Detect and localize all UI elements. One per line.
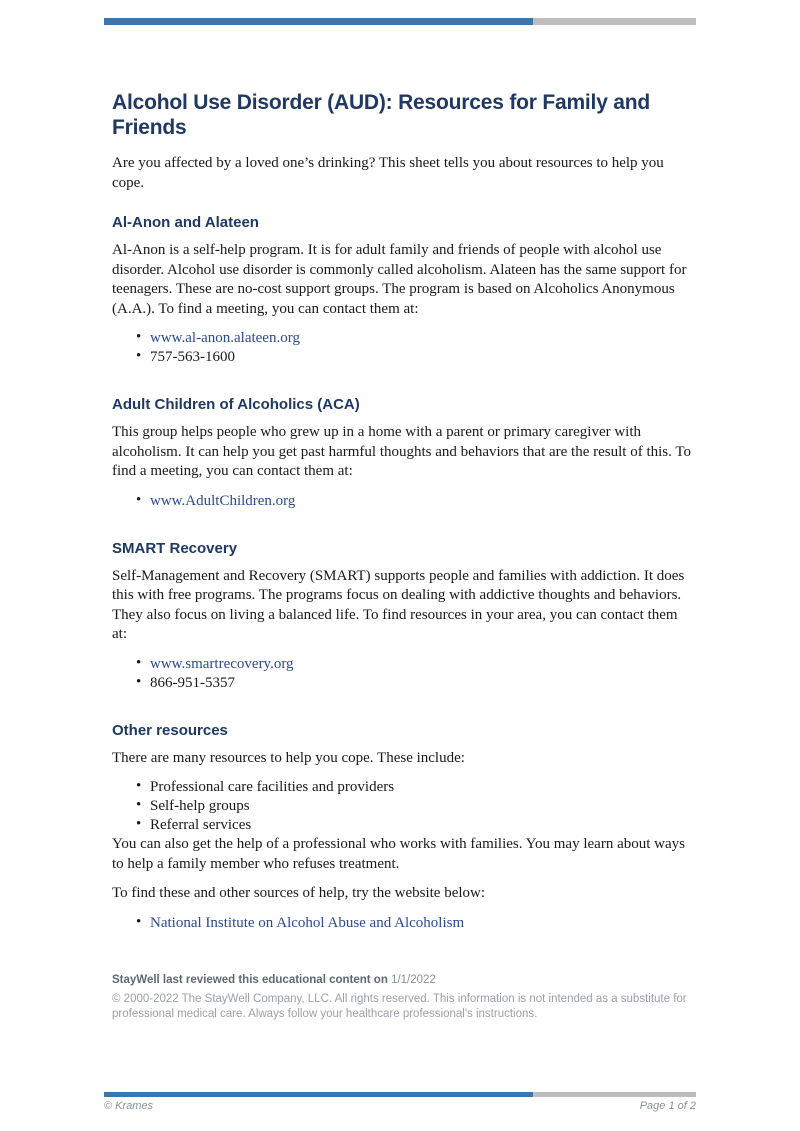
header-rule-accent — [104, 18, 533, 25]
copyright-notice: © 2000-2022 The StayWell Company, LLC. All rights reserved. This information is not intended as a substitute for professional medical care. Always follow your healthcare professional's instructions. — [112, 993, 687, 1020]
footer-rule-accent — [104, 1092, 533, 1097]
list-item: • 757-563-1600 — [150, 348, 696, 367]
link-adultchildren-website[interactable]: www.AdultChildren.org — [150, 492, 296, 509]
review-line — [112, 973, 696, 988]
final-bullet-list — [112, 914, 696, 933]
link-niaaa-website[interactable]: National Institute on Alcohol Abuse and Alcoholism — [150, 914, 465, 931]
section-bullet-list — [112, 492, 696, 511]
other-resources-paragraph-3: To find these and other sources of help, try the website below: — [112, 885, 486, 901]
section-heading: Al-Anon and Alateen — [112, 214, 259, 231]
section-heading: Other resources — [112, 721, 228, 739]
header-rule — [104, 18, 696, 25]
list-item — [150, 329, 696, 348]
document-metadata — [112, 973, 696, 1022]
list-item: • Professional care facilities and providers — [150, 778, 696, 797]
link-al-anon-website[interactable]: www.al-anon.alateen.org — [150, 330, 300, 346]
document-content — [112, 90, 696, 933]
section-bullet-list — [112, 329, 696, 367]
review-label: StayWell last reviewed this educational content on — [112, 974, 388, 986]
section-body: There are many resources to help you cope. These include: — [112, 749, 465, 766]
section-bullet-list — [112, 655, 696, 693]
section-body: Self-Management and Recovery (SMART) supports people and families with addiction. It does this with free programs. The programs focus on dealing with addictive thoughts and behaviors. They also focus on living a balanced life. To find resources in your area, you can contact them at: — [112, 567, 685, 642]
section-al-anon — [112, 213, 696, 367]
section-body: Al-Anon is a self-help program. It is for adult family and friends of people with alcohol use disorder. Alcohol use disorder is commonly called alcoholism. Alateen has the same support for teenagers. These are no-cost support groups. The program is based on Alcoholics Anonymous (A.A.). To find a meeting, you can contact them at: — [112, 242, 687, 317]
list-item — [150, 655, 696, 674]
footer-rule — [104, 1092, 696, 1097]
page-title: Alcohol Use Disorder (AUD): Resources for Family and Friends — [112, 91, 651, 139]
section-smart-recovery — [112, 539, 696, 693]
other-resources-bullet-list — [112, 778, 696, 835]
link-smartrecovery-website[interactable]: www.smartrecovery.org — [150, 655, 294, 672]
list-item: • Self-help groups — [150, 797, 696, 816]
list-item — [150, 914, 696, 933]
page-footer — [104, 1100, 696, 1112]
footer-credit: © Krames — [104, 1100, 154, 1112]
section-other-resources — [112, 721, 696, 933]
list-item — [150, 492, 696, 511]
intro-paragraph: Are you affected by a loved one’s drinking? This sheet tells you about resources to help you cope. — [112, 155, 664, 191]
footer-page-number: Page 1 of 2 — [639, 1100, 696, 1112]
other-resources-paragraph-2: You can also get the help of a professional who works with families. You may learn about ways to help a family member who refuses treatment. — [112, 836, 685, 872]
section-aca — [112, 395, 696, 511]
section-heading: Adult Children of Alcoholics (ACA) — [112, 396, 360, 413]
section-body: This group helps people who grew up in a home with a parent or primary caregiver with alcoholism. It can help you get past harmful thoughts and behaviors that are the result of this. To find a meeting, you can contact them at: — [112, 424, 691, 479]
list-item: • Referral services — [150, 816, 696, 835]
section-heading: SMART Recovery — [112, 539, 238, 557]
review-date: 1/1/2022 — [391, 974, 436, 986]
list-item: • 866-951-5357 — [150, 674, 696, 693]
